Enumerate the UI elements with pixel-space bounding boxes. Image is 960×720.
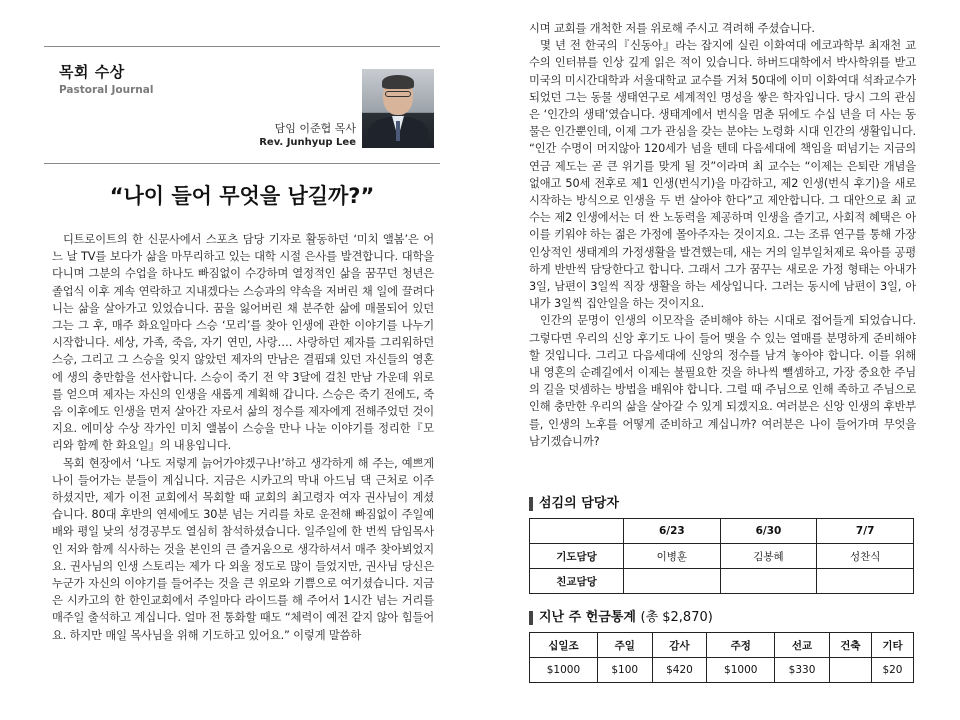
table-header-row <box>530 519 914 544</box>
table-header-cell: 십일조 <box>530 633 598 658</box>
table-row <box>530 658 914 683</box>
ushers-section-title: 섬김의 담당자 <box>529 495 619 513</box>
table-cell: $1000 <box>707 658 775 683</box>
header-bottom-rule <box>44 163 440 164</box>
table-header-cell: 6/30 <box>720 519 817 544</box>
table-cell <box>530 519 624 544</box>
table-header-row <box>530 633 914 658</box>
table-cell: 이병훈 <box>624 544 721 569</box>
article-body-right <box>529 20 916 450</box>
article-paragraph: 목회 현장에서 ‘나도 저렇게 늙어가야겠구나!’하고 생각하게 해 주는, 예쁘게 나이 들어가는 분들이 계십니다. 지금은 시카고의 막내 아드님 댁 근처로 이주하셨지만, 제가 이전 교회에서 목회할 때 교회의 최고령자 여자 권사님이 계셨습니다. 80대 후반의 연세에도 30분 넘는 거리를 차로 운전해 빠짐없이 주일예배와 평일 낮의 성경공부도 열심히 참석하셨습니다. 일주일에 한 번씩 담임목사인 저와 함께 식사하는 것을 본인의 큰 즐거움으로 생각하셔서 매주 찾아뵈었지요. 권사님의 인생 스토리는 제가 다 외울 정도로 많이 들었지만, 권사님 당신은 누군가 자신의 이야기를 들어주는 것을 큰 위로와 기쁨으로 여기셨습니다. 지금은 시카고의 한 한인교회에서 주일마다 라이드를 해 주어서 1시간 넘는 거리를 매주일 출석하고 계십니다. 얼마 전 통화할 때도 “체력이 예전 같지 않아 힘들어요. 하지만 매일 목사님을 위해 기도하고 있어요.” 이렇게 말씀하 <box>52 456 434 642</box>
ushers-table <box>529 518 914 594</box>
pastor-name-english: Rev. Junhyup Lee <box>259 137 356 148</box>
column-subtitle: Pastoral Journal <box>59 84 154 96</box>
article-headline: “나이 들어 무엇을 남길까?” <box>109 184 375 208</box>
table-cell <box>829 658 871 683</box>
article-paragraph: 시며 교회를 개척한 저를 위로해 주시고 격려해 주셨습니다. <box>529 22 815 35</box>
table-cell: $20 <box>871 658 913 683</box>
table-cell: $100 <box>597 658 652 683</box>
table-header-cell: 주정 <box>707 633 775 658</box>
offering-total: (총 $2,870) <box>640 610 713 625</box>
table-header-cell: 6/23 <box>624 519 721 544</box>
table-header-cell: 7/7 <box>817 519 914 544</box>
table-header-cell: 건축 <box>829 633 871 658</box>
table-cell <box>624 569 721 594</box>
table-cell <box>817 569 914 594</box>
table-row <box>530 544 914 569</box>
header-top-rule <box>44 46 440 47</box>
offering-title-text: 지난 주 헌금통계 <box>539 610 636 625</box>
table-cell <box>720 569 817 594</box>
offering-table <box>529 632 914 683</box>
article-paragraph: 몇 년 전 한국의『신동아』라는 잡지에 실린 이화여대 에코과학부 최재천 교수의 인터뷰를 인상 깊게 읽은 적이 있습니다. 하버드대학에서 박사학위를 받고 미국의 미시간대학과 서울대학교 교수를 거쳐 50대에 이미 이화여대 석좌교수가 되었던 그는 동물 생태연구로 세계적인 명성을 쌓은 학자입니다. 당시 그의 관심은 ‘인간의 생태’였습니다. 생태계에서 번식을 멈춘 뒤에도 수십 년을 더 사는 동물은 인간뿐인데, 이제 그가 관심을 갖는 분야는 노령화 시대 인간의 생활입니다. “인간 수명이 머지않아 120세가 넘을 텐데 다음세대에 책임을 떠넘기는 지금의 연금 제도는 곧 큰 위기를 맞게 될 것”이라며 최 교수는 “이제는 은퇴란 개념을 없애고 50세 전후로 제1 인생(번식기)을 마감하고, 제2 인생(번식 후기)을 새로 시작하는 방식으로 인생을 두 번 살아야 한다”고 제안합니다. 그 대안으로 최 교수는 제2 인생에서는 더 싼 노동력을 제공하며 인생을 즐기고, 사회적 혜택은 아이를 키워야 하는 젊은 가정에 몰아주자는 것이지요. 그는 조류 연구를 통해 가장 인상적인 생태계의 가정생활을 발견했는데, 새는 거의 일부일처제로 육아를 공평하게 반반씩 담당한다고 합니다. 그래서 그가 꿈꾸는 새로운 가정 형태는 아내가 3일, 남편이 3일씩 직장 생활을 하는 세상입니다. 그러는 동시에 남편이 3일, 아내가 3일씩 집안일을 하는 것이지요. <box>529 39 916 311</box>
table-cell: $1000 <box>530 658 598 683</box>
table-cell: 김봉혜 <box>720 544 817 569</box>
right-column <box>529 0 916 720</box>
table-cell: $420 <box>652 658 707 683</box>
table-header-cell: 주일 <box>597 633 652 658</box>
table-row <box>530 569 914 594</box>
pastor-photo <box>362 69 434 148</box>
article-paragraph: 디트로이트의 한 신문사에서 스포츠 담당 기자로 활동하던 ‘미치 앨봄’은 어느 날 TV를 보다가 삶을 마무리하고 있는 대학 시절 은사를 발견합니다. 대학을 다니며 그분의 수업을 하나도 빠짐없이 수강하며 열정적인 삶을 꿈꾸던 청년은 졸업식 이후 계속 연락하고 지내겠다는 스승과의 약속을 저버린 채 일에 끌려다니는 삶을 살아가고 있었습니다. 꿈을 잃어버린 채 분주한 삶에 매몰되어 있던 그는 그 후, 매주 화요일마다 스승 ‘모리’를 찾아 인생에 관한 이야기를 나누기 시작합니다. 세상, 가족, 죽음, 자기 연민, 사랑…. 사랑하던 제자를 그리워하던 스승, 그리고 그 스승을 잊지 않았던 제자의 만남은 결핍돼 있던 자신들의 영혼에 생의 충만함을 선사합니다. 스승이 죽기 전 약 3달에 걸친 만남 가운데 위로를 얻으며 제자는 자신의 인생을 새롭게 계획해 갑니다. 스승은 죽기 전에도, 죽음 이후에도 인생을 먼저 살아간 자로서 삶의 정수를 제자에게 전해주었던 것이지요. 에미상 수상 작가인 미치 앨봄이 스승을 만나 나눈 이야기를 정리한『모리와 함께 한 화요일』의 내용입니다. <box>52 233 434 453</box>
table-cell: 성찬식 <box>817 544 914 569</box>
article-paragraph: 인간의 문명이 인생의 이모작을 준비해야 하는 시대로 접어들게 되었습니다. 그렇다면 우리의 신앙 후기도 나이 들어 맺을 수 있는 열매를 분명하게 준비해야 할 것입니다. 그리고 다음세대에 신앙의 정수를 남겨 놓아야 합니다. 이를 위해 내 영혼의 순례길에서 이제는 불필요한 것을 하나씩 뺄셈하고, 가장 중요한 주님의 길을 덧셈하는 방법을 배워야 합니다. 그럴 때 주님으로 인해 족하고 주님으로 인해 충만한 우리의 삶을 살아갈 수 있게 되겠지요. 여러분은 신앙 인생의 후반부를, 인생의 노후를 어떻게 준비하고 계십니까? 여러분은 나이 들어가며 무엇을 남기겠습니까? <box>529 314 916 448</box>
left-column <box>44 0 440 720</box>
table-cell: $330 <box>775 658 830 683</box>
article-body-left <box>52 231 434 644</box>
pastor-name-korean: 담임 이준협 목사 <box>274 122 356 135</box>
row-label: 친교담당 <box>530 569 624 594</box>
table-header-cell: 선교 <box>775 633 830 658</box>
table-header-cell: 기타 <box>871 633 913 658</box>
row-label: 기도담당 <box>530 544 624 569</box>
table-header-cell: 감사 <box>652 633 707 658</box>
offering-section-title <box>529 609 713 627</box>
column-title: 목회 수상 <box>59 63 125 81</box>
